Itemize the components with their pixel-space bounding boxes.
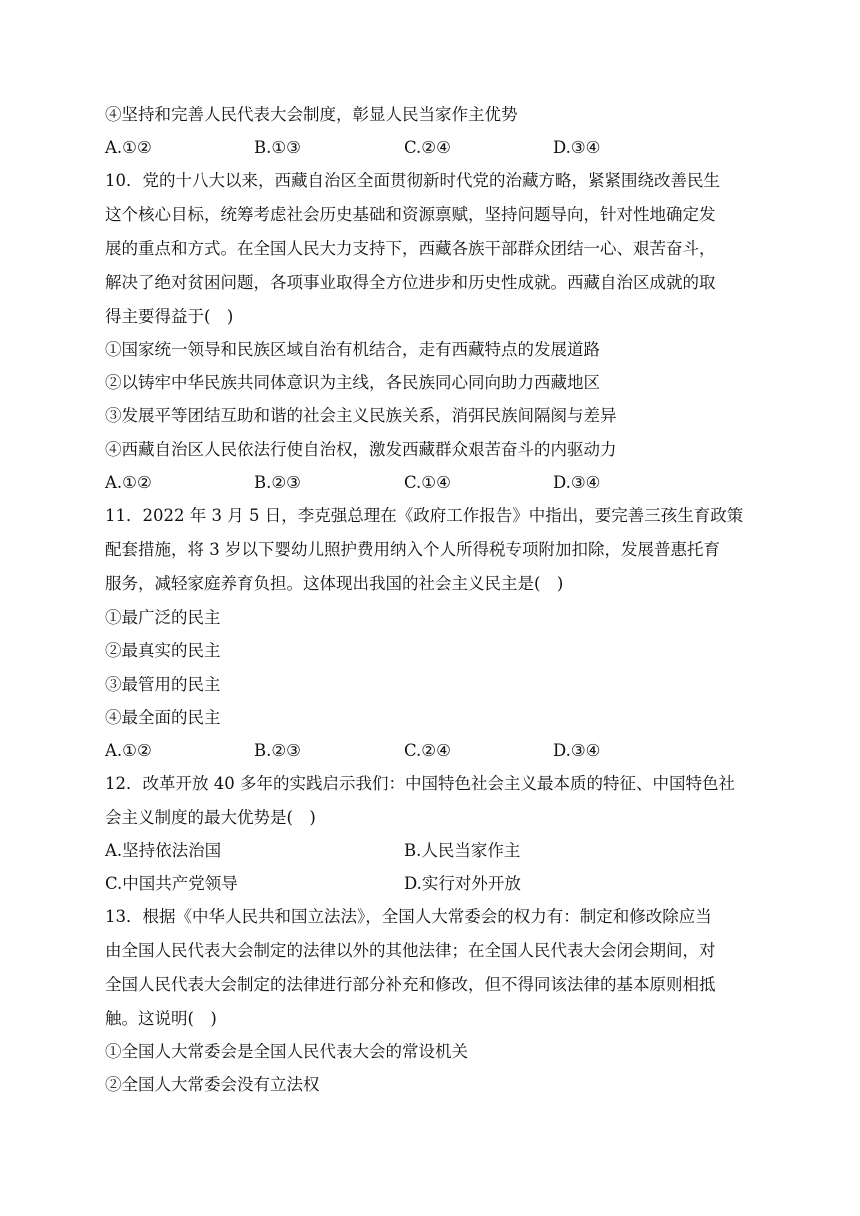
q12-option-a: A.坚持依法治国	[105, 841, 222, 860]
q11-statement-1: ①最广泛的民主	[105, 608, 221, 627]
q11-statement-2: ②最真实的民主	[105, 641, 221, 660]
q10-statement-1: ①国家统一领导和民族区域自治有机结合，走有西藏特点的发展道路	[105, 340, 600, 359]
q11-stem-line-1: 11．2022 年 3 月 5 日，李克强总理在《政府工作报告》中指出，要完善三孩生育政策	[105, 506, 744, 525]
q9-option-a: A.①②	[105, 138, 152, 157]
q10-stem-line-4: 解决了绝对贫困问题，各项事业取得全方位进步和历史性成就。西藏自治区成就的取	[105, 273, 716, 292]
q11-stem-line-2: 配套措施，将 3 岁以下婴幼儿照护费用纳入个人所得税专项附加扣除，发展普惠托育	[105, 540, 720, 559]
q11-statement-3: ③最管用的民主	[105, 675, 221, 694]
q13-statement-1: ①全国人大常委会是全国人民代表大会的常设机关	[105, 1042, 468, 1061]
q10-option-b: B.②③	[254, 473, 301, 492]
q12-option-b: B.人民当家作主	[404, 841, 521, 860]
q10-stem-line-1: 10．党的十八大以来，西藏自治区全面贯彻新时代党的治藏方略，紧紧围绕改善民生	[105, 171, 720, 190]
q11-statement-4: ④最全面的民主	[105, 708, 221, 727]
q10-option-c: C.①④	[404, 473, 451, 492]
q13-stem-line-3: 全国人民代表大会制定的法律进行部分补充和修改，但不得同该法律的基本原则相抵	[105, 975, 716, 994]
q9-option-c: C.②④	[404, 138, 451, 157]
q12-stem-line-1: 12．改革开放 40 多年的实践启示我们：中国特色社会主义最本质的特征、中国特色社	[105, 774, 735, 793]
q11-option-a: A.①②	[105, 741, 152, 760]
q9-option-b: B.①③	[254, 138, 301, 157]
q10-stem-line-2: 这个核心目标，统筹考虑社会历史基础和资源禀赋，坚持问题导向，针对性地确定发	[105, 205, 716, 224]
q13-stem-line-1: 13．根据《中华人民共和国立法法》，全国人大常委会的权力有：制定和修改除应当	[105, 907, 712, 926]
q10-statement-4: ④西藏自治区人民依法行使自治权，激发西藏群众艰苦奋斗的内驱动力	[105, 440, 617, 459]
q11-stem-line-3: 服务，减轻家庭养育负担。这体现出我国的社会主义民主是( )	[105, 574, 564, 593]
q13-stem-line-4: 触。这说明( )	[105, 1009, 217, 1028]
q10-statement-2: ②以铸牢中华民族共同体意识为主线，各民族同心同向助力西藏地区	[105, 373, 600, 392]
q11-option-c: C.②④	[404, 741, 451, 760]
q11-option-b: B.②③	[254, 741, 301, 760]
q9-option-d: D.③④	[553, 138, 601, 157]
q11-option-d: D.③④	[553, 741, 601, 760]
q13-stem-line-2: 由全国人民代表大会制定的法律以外的其他法律；在全国人民代表大会闭会期间，对	[105, 941, 716, 960]
q10-option-a: A.①②	[105, 473, 152, 492]
q10-option-d: D.③④	[553, 473, 601, 492]
q10-stem-line-3: 展的重点和方式。在全国人民大力支持下，西藏各族干部群众团结一心、艰苦奋斗，	[105, 239, 716, 258]
q9-statement-4: ④坚持和完善人民代表大会制度，彰显人民当家作主优势	[105, 105, 518, 124]
q12-stem-line-2: 会主义制度的最大优势是( )	[105, 808, 316, 827]
q12-option-d: D.实行对外开放	[404, 874, 521, 893]
q13-statement-2: ②全国人大常委会没有立法权	[105, 1075, 320, 1094]
q10-statement-3: ③发展平等团结互助和谐的社会主义民族关系，消弭民族间隔阂与差异	[105, 406, 617, 425]
q12-option-c: C.中国共产党领导	[105, 874, 238, 893]
q10-stem-line-5: 得主要得益于( )	[105, 307, 234, 326]
